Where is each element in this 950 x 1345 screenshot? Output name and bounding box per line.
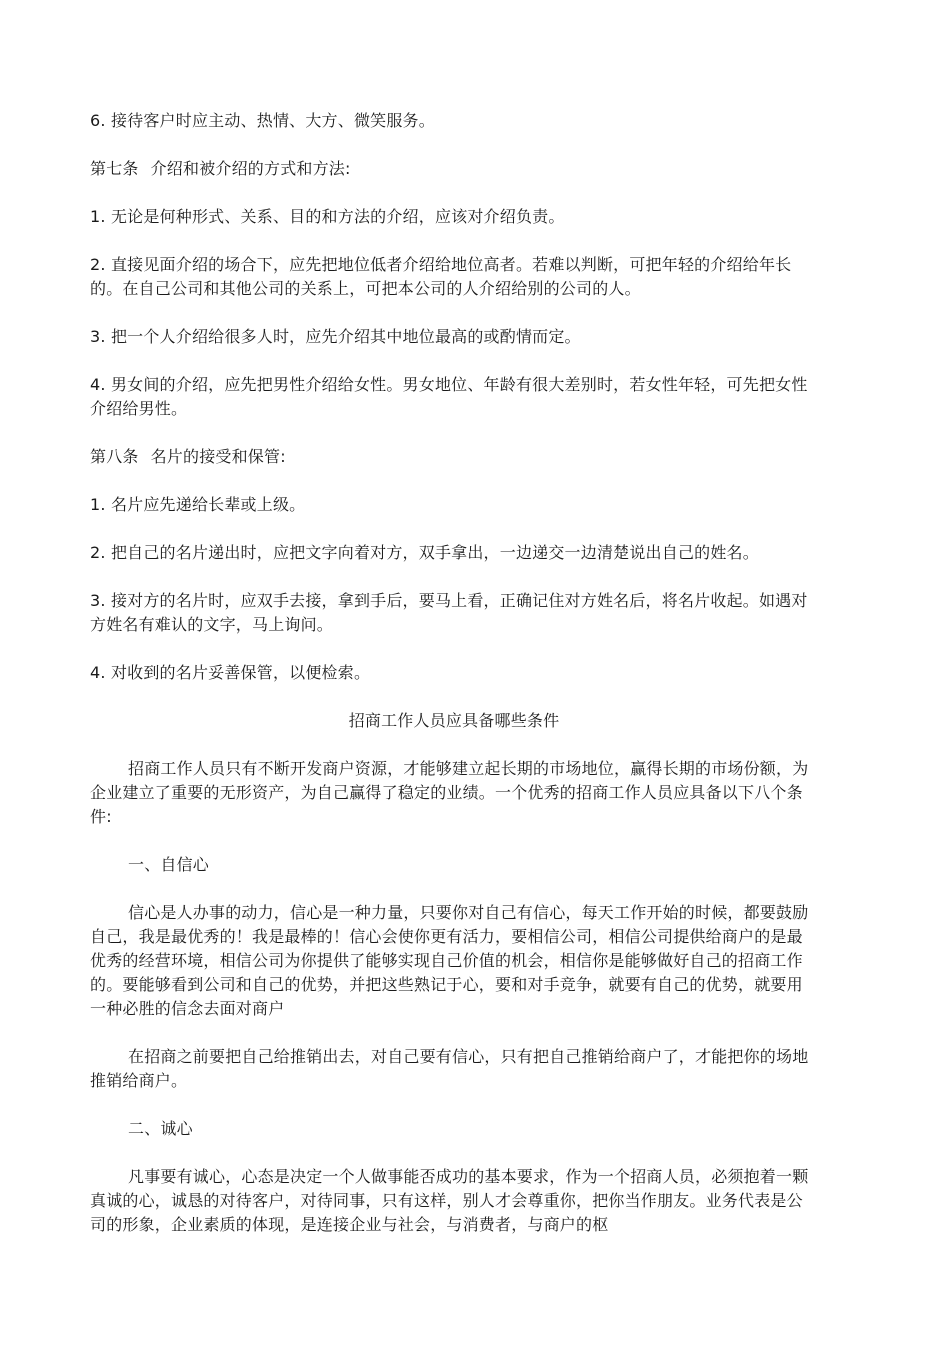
paragraph-intro-4: 4. 男女间的介绍，应先把男性介绍给女性。男女地位、年龄有很大差别时，若女性年轻，可先把女性介绍给男性。: [90, 375, 808, 418]
paragraph-card-1: 1. 名片应先递给长辈或上级。: [90, 495, 306, 514]
subheading-confidence: 一、自信心: [128, 855, 210, 874]
paragraph-intro-2: 2. 直接见面介绍的场合下，应先把地位低者介绍给地位高者。若难以判断，可把年轻的介绍给年长的。在自己公司和其他公司的关系上，可把本公司的人介绍给别的公司的人。: [90, 255, 792, 298]
paragraph-card-3: 3. 接对方的名片时，应双手去接，拿到手后，要马上看，正确记住对方姓名后，将名片收起。如遇对方姓名有难认的文字，马上询问。: [90, 591, 808, 634]
section-heading-article-7: [90, 157, 818, 181]
paragraph-confidence-1: 信心是人办事的动力，信心是一种力量，只要你对自己有信心，每天工作开始的时候，都要鼓励自己，我是最优秀的！我是最棒的！信心会使你更有活力，要相信公司，相信公司提供给商户的是最优秀的经营环境，相信公司为你提供了能够实现自己价值的机会，相信你是能够做好自己的招商工作的。要能够看到公司和自己的优势，并把这些熟记于心，要和对手竞争，就要有自己的优势，就要用一种必胜的信念去面对商户: [90, 903, 809, 1018]
article-title-heading: 招商工作人员应具备哪些条件: [348, 711, 560, 730]
subheading-sincerity: 二、诚心: [128, 1119, 193, 1138]
article-number: 第七条: [90, 159, 139, 178]
paragraph-intro-1: 1. 无论是何种形式、关系、目的和方法的介绍，应该对介绍负责。: [90, 207, 565, 226]
section-heading-article-8: [90, 445, 818, 469]
paragraph-confidence-2: 在招商之前要把自己给推销出去，对自己要有信心，只有把自己推销给商户了，才能把你的场地推销给商户。: [90, 1047, 809, 1090]
article-title: 名片的接受和保管:: [150, 447, 286, 466]
article-title: 介绍和被介绍的方式和方法:: [150, 159, 351, 178]
paragraph-overview: 招商工作人员只有不断开发商户资源，才能够建立起长期的市场地位，赢得长期的市场份额，为企业建立了重要的无形资产，为自己赢得了稳定的业绩。一个优秀的招商工作人员应具备以下八个条件:: [90, 759, 809, 826]
document-body: [90, 109, 818, 1261]
paragraph-card-4: 4. 对收到的名片妥善保管，以便检索。: [90, 663, 371, 682]
article-number: 第八条: [90, 447, 139, 466]
paragraph-intro-3: 3. 把一个人介绍给很多人时，应先介绍其中地位最高的或酌情而定。: [90, 327, 581, 346]
paragraph-sincerity-1: 凡事要有诚心，心态是决定一个人做事能否成功的基本要求，作为一个招商人员，必须抱着一颗真诚的心，诚恳的对待客户，对待同事，只有这样，别人才会尊重你，把你当作朋友。业务代表是公司的形象，企业素质的体现，是连接企业与社会，与消费者，与商户的枢: [90, 1167, 809, 1234]
paragraph-reception-6: 6. 接待客户时应主动、热情、大方、微笑服务。: [90, 111, 435, 130]
paragraph-card-2: 2. 把自己的名片递出时，应把文字向着对方，双手拿出，一边递交一边清楚说出自己的姓名。: [90, 543, 759, 562]
